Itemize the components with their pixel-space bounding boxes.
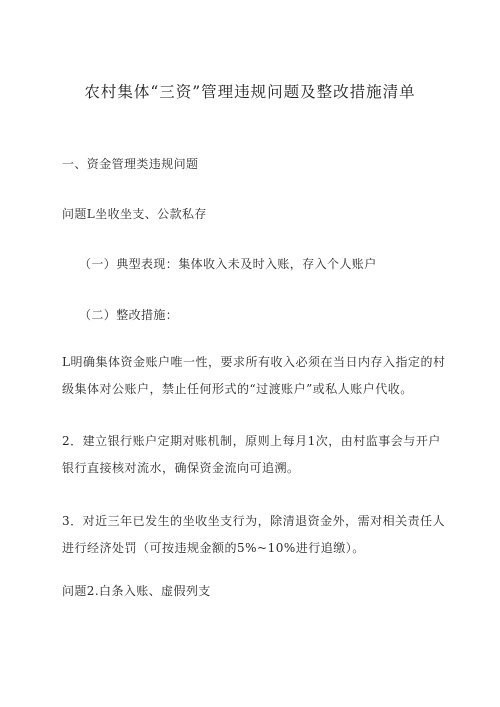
measure-1-line-2: 级集体对公账户，禁止任何形式的“过渡账户”或私人账户代收。 (62, 382, 413, 396)
problem-heading-2: 问题2.白条入账、虚假列支 (62, 584, 211, 598)
measure-2 (62, 428, 440, 482)
problem-heading: 问题L坐收坐支、公款私存 (62, 207, 207, 221)
measure-3-line-1: 3．对近三年已发生的坐收坐支行为，除清退资金外，需对相关责任人 (62, 514, 446, 528)
measure-3-line-2: 进行经济处罚（可按违规金额的5%~10%进行追缴）。 (62, 541, 365, 555)
document-title: 农村集体“三资”管理违规问题及整改措施清单 (84, 83, 416, 101)
measure-3 (62, 508, 446, 562)
measure-2-line-1: 2．建立银行账户定期对账机制，原则上每月1次，由村监事会与开户 (62, 434, 441, 448)
rectification-measures-heading: （二）整改措施： (79, 308, 179, 322)
section-heading: 一、资金管理类违规问题 (62, 157, 199, 171)
measure-2-line-2: 银行直接核对流水，确保资金流向可追溯。 (62, 461, 300, 475)
measure-1 (62, 349, 446, 403)
typical-manifestation: （一）典型表现：集体收入未及时入账，存入个人账户 (79, 257, 377, 271)
measure-1-line-1: L明确集体资金账户唯一性，要求所有收入必须在当日内存入指定的村 (62, 355, 446, 369)
